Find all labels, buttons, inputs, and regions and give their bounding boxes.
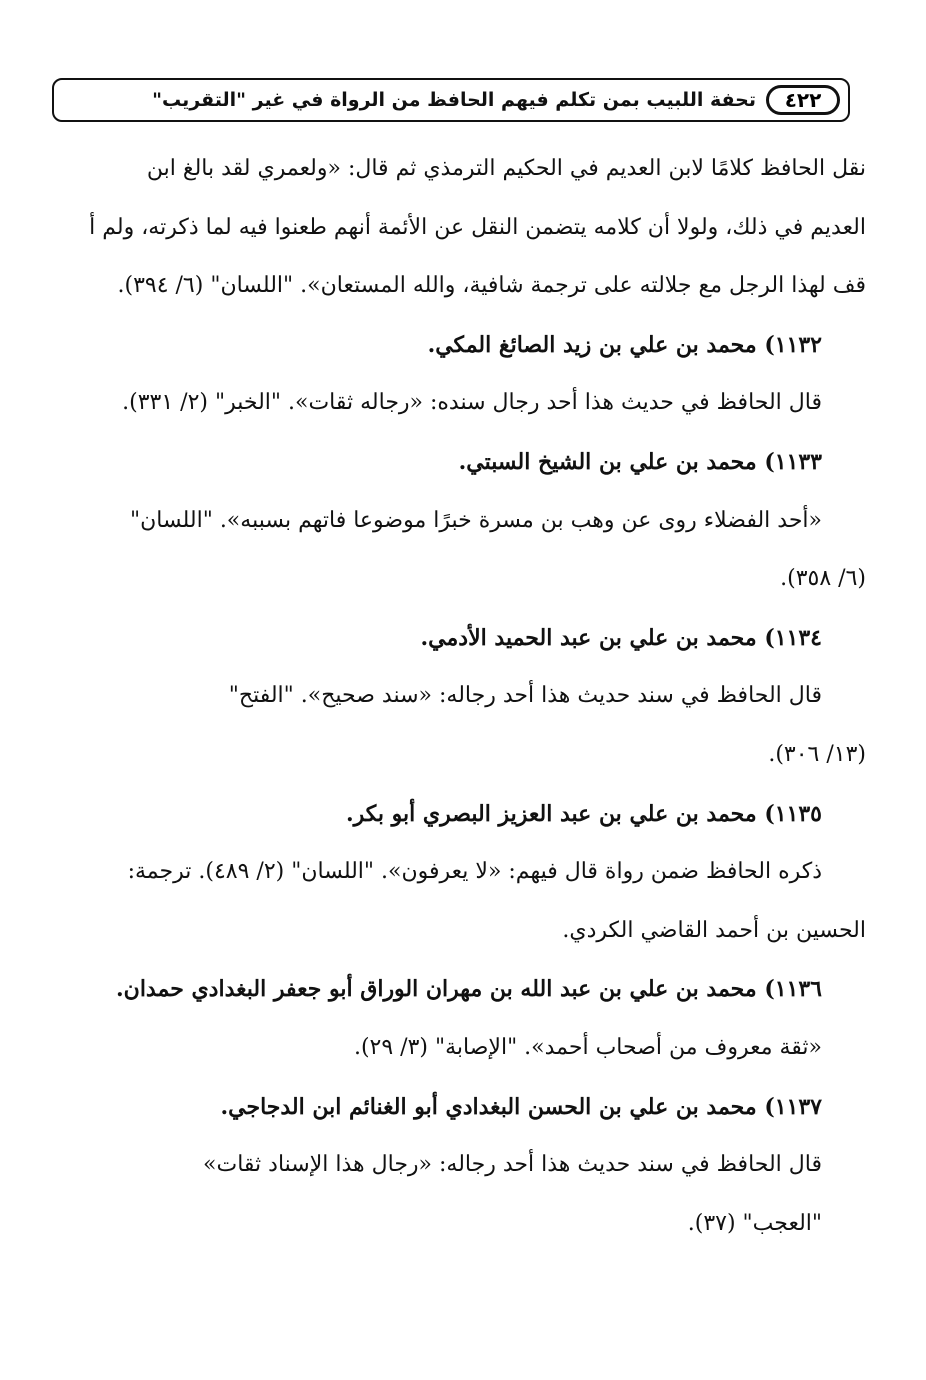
running-title: تحفة اللبيب بمن تكلم فيهم الحافظ من الرواة في غير "التقريب" bbox=[152, 89, 756, 111]
text-line: قال الحافظ في سند حديث هذا أحد رجاله: «سند صحيح». "الفتح" bbox=[228, 683, 822, 709]
text-line: العديم في ذلك، ولولا أن كلامه يتضمن النقل عن الأئمة أنهم طعنوا فيه لما ذكرته، ولم أ bbox=[89, 214, 866, 240]
page-header bbox=[52, 78, 850, 122]
entry-heading: ١١٣٢) محمد بن علي بن زيد الصائغ المكي. bbox=[427, 331, 822, 358]
entry-heading: ١١٣٤) محمد بن علي بن عبد الحميد الأدمي. bbox=[420, 624, 822, 651]
text-line: «ثقة معروف من أصحاب أحمد». "الإصابة" (٣/ ٢٩). bbox=[353, 1034, 822, 1060]
text-line: قال الحافظ في سند حديث هذا أحد رجاله: «رجال هذا الإسناد ثقات» bbox=[203, 1152, 822, 1178]
text-line: الحسين بن أحمد القاضي الكردي. bbox=[562, 917, 866, 943]
entry-heading: ١١٣٧) محمد بن علي بن الحسن البغدادي أبو الغنائم ابن الدجاجي. bbox=[220, 1093, 822, 1120]
entry-heading: ١١٣٦) محمد بن علي بن عبد الله بن مهران الوراق أبو جعفر البغدادي حمدان. bbox=[116, 976, 822, 1003]
text-line: ذكره الحافظ ضمن رواة قال فيهم: «لا يعرفون». "اللسان" (٢/ ٤٨٩). ترجمة: bbox=[127, 859, 822, 885]
page-body bbox=[56, 140, 866, 1253]
page-number: ٤٢٢ bbox=[766, 85, 840, 115]
text-line: قف لهذا الرجل مع جلالته على ترجمة شافية، والله المستعان». "اللسان" (٦/ ٣٩٤). bbox=[117, 273, 866, 299]
text-line: نقل الحافظ كلامًا لابن العديم في الحكيم الترمذي ثم قال: «ولعمري لقد بالغ ابن bbox=[146, 156, 866, 181]
entry-heading: ١١٣٣) محمد بن علي بن الشيخ السبتي. bbox=[458, 448, 822, 475]
entry-heading: ١١٣٥) محمد بن علي بن عبد العزيز البصري أبو بكر. bbox=[345, 800, 822, 827]
text-line: (٦/ ٣٥٨). bbox=[780, 566, 866, 592]
text-line: «أحد الفضلاء روى عن وهب بن مسرة خبرًا موضوعا فاتهم بسببه». "اللسان" bbox=[130, 507, 822, 533]
text-line: قال الحافظ في حديث هذا أحد رجال سنده: «رجاله ثقات». "الخبر" (٢/ ٣٣١). bbox=[122, 390, 822, 416]
text-line: "العجب" (٣٧). bbox=[687, 1210, 822, 1236]
text-line: (١٣/ ٣٠٦). bbox=[768, 741, 866, 767]
